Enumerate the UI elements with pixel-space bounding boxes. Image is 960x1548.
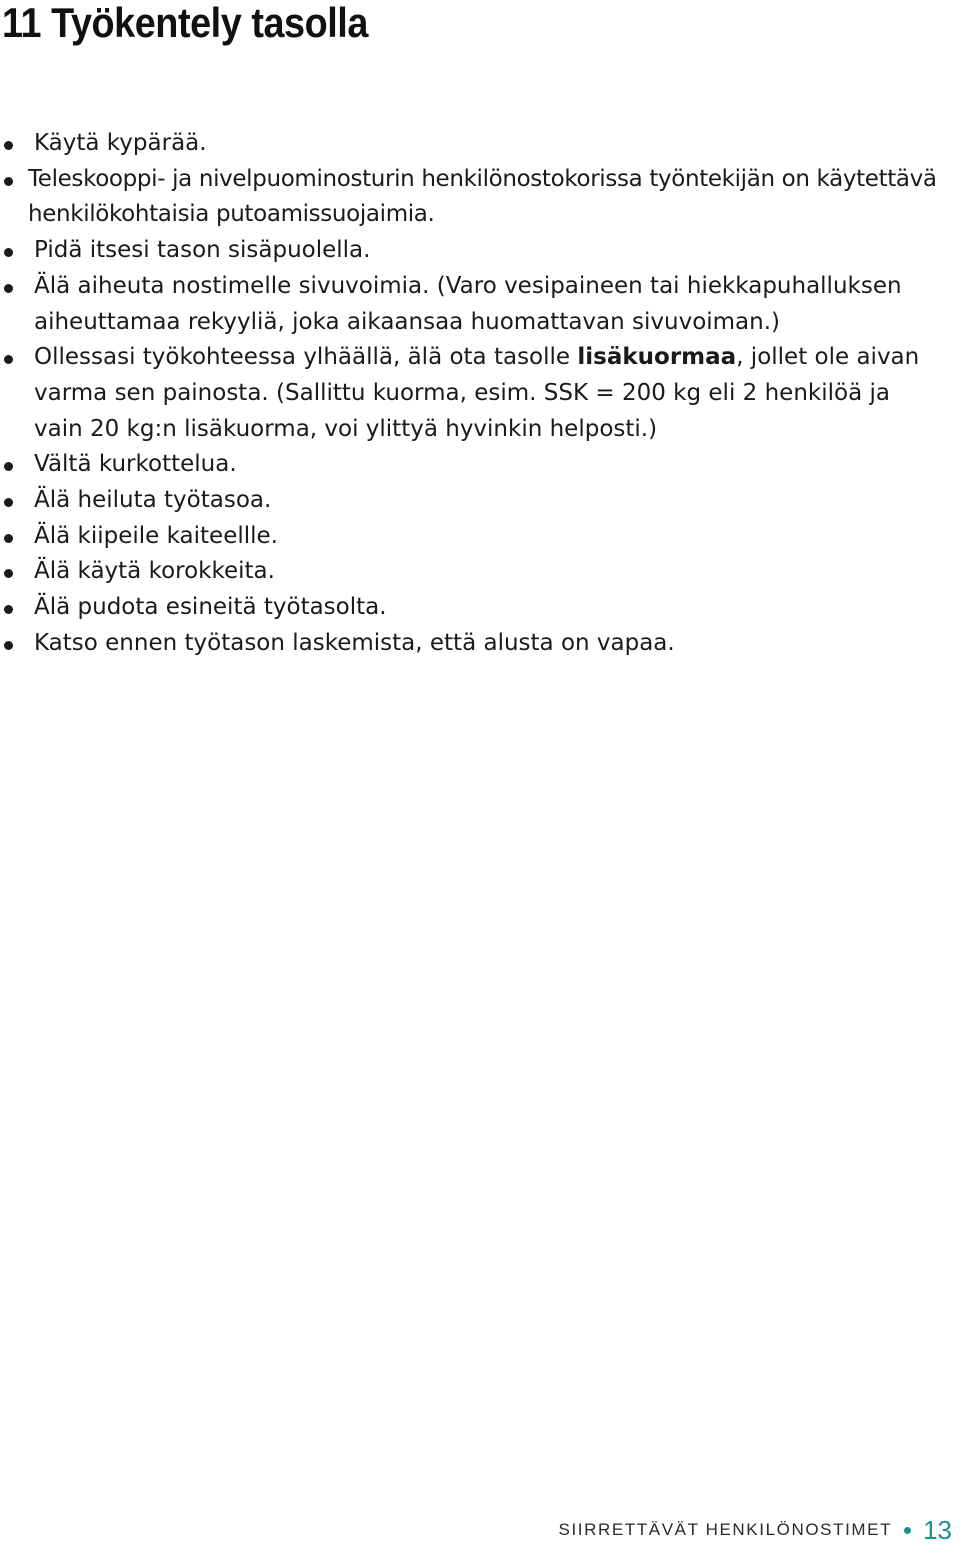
list-item [0,626,940,662]
bullet-dot-icon [4,177,13,186]
list-item-emphasis: lisäkuormaa [577,344,737,371]
list-item [0,162,940,233]
bullet-list [0,126,940,662]
list-item-text: Vältä kurkottelua. [34,451,237,478]
bullet-dot-icon [4,462,13,471]
list-item-text: Älä käytä korokkeita. [34,558,275,585]
list-item [0,269,940,340]
bullet-dot-icon [4,284,13,293]
bullet-dot-icon [4,248,13,257]
list-item-text: Älä heiluta työtasoa. [34,487,272,514]
list-item-text: Älä pudota esineitä työtasolta. [34,594,387,621]
list-item-text: Älä kiipeile kaiteellle. [34,522,278,549]
footer-dot-icon [904,1527,911,1534]
list-item [0,126,940,162]
list-item [0,447,940,483]
page-number: 13 [923,1514,952,1545]
list-item-text: Teleskooppi- ja nivelpuominosturin henkilönostokorissa työntekijän on käytettävä henkilökohtaisia putoamissuojaimia. [28,165,937,228]
bullet-dot-icon [4,534,13,543]
list-item [0,483,940,519]
list-item [0,233,940,269]
bullet-dot-icon [4,141,13,150]
list-item [0,340,940,447]
footer-section-title: SIIRRETTÄVÄT HENKILÖNOSTIMET [558,1520,893,1539]
bullet-dot-icon [4,355,13,364]
list-item-text-start: Ollessasi työkohteessa ylhäällä, älä ota tasolle [34,344,578,371]
bullet-dot-icon [4,605,13,614]
list-item-text-end: , jollet ole aivan varma sen painosta. (Sallittu kuorma, esim. SSK = 200 kg eli 2 henkilöä ja vain 20 kg:n lisäkuorma, voi ylittyä hyvinkin helposti.) [34,344,920,442]
page-title: 11 Työkentely tasolla [2,0,368,46]
list-item-text: Katso ennen työtason laskemista, että alusta on vapaa. [34,629,675,656]
page-footer [559,1512,952,1548]
bullet-dot-icon [4,641,13,650]
list-item-text: Pidä itsesi tason sisäpuolella. [34,237,371,264]
bullet-dot-icon [4,569,13,578]
list-item-text: Käytä kypärää. [34,130,207,156]
bullet-dot-icon [4,498,13,507]
list-item [0,554,940,590]
list-item-text: Älä aiheuta nostimelle sivuvoimia. (Varo vesipaineen tai hiekkapuhalluksen aiheuttamaa rekyyliä, joka aikaansaa huomattavan sivuvoiman.) [34,272,902,335]
list-item [0,519,940,555]
list-item [0,590,940,626]
